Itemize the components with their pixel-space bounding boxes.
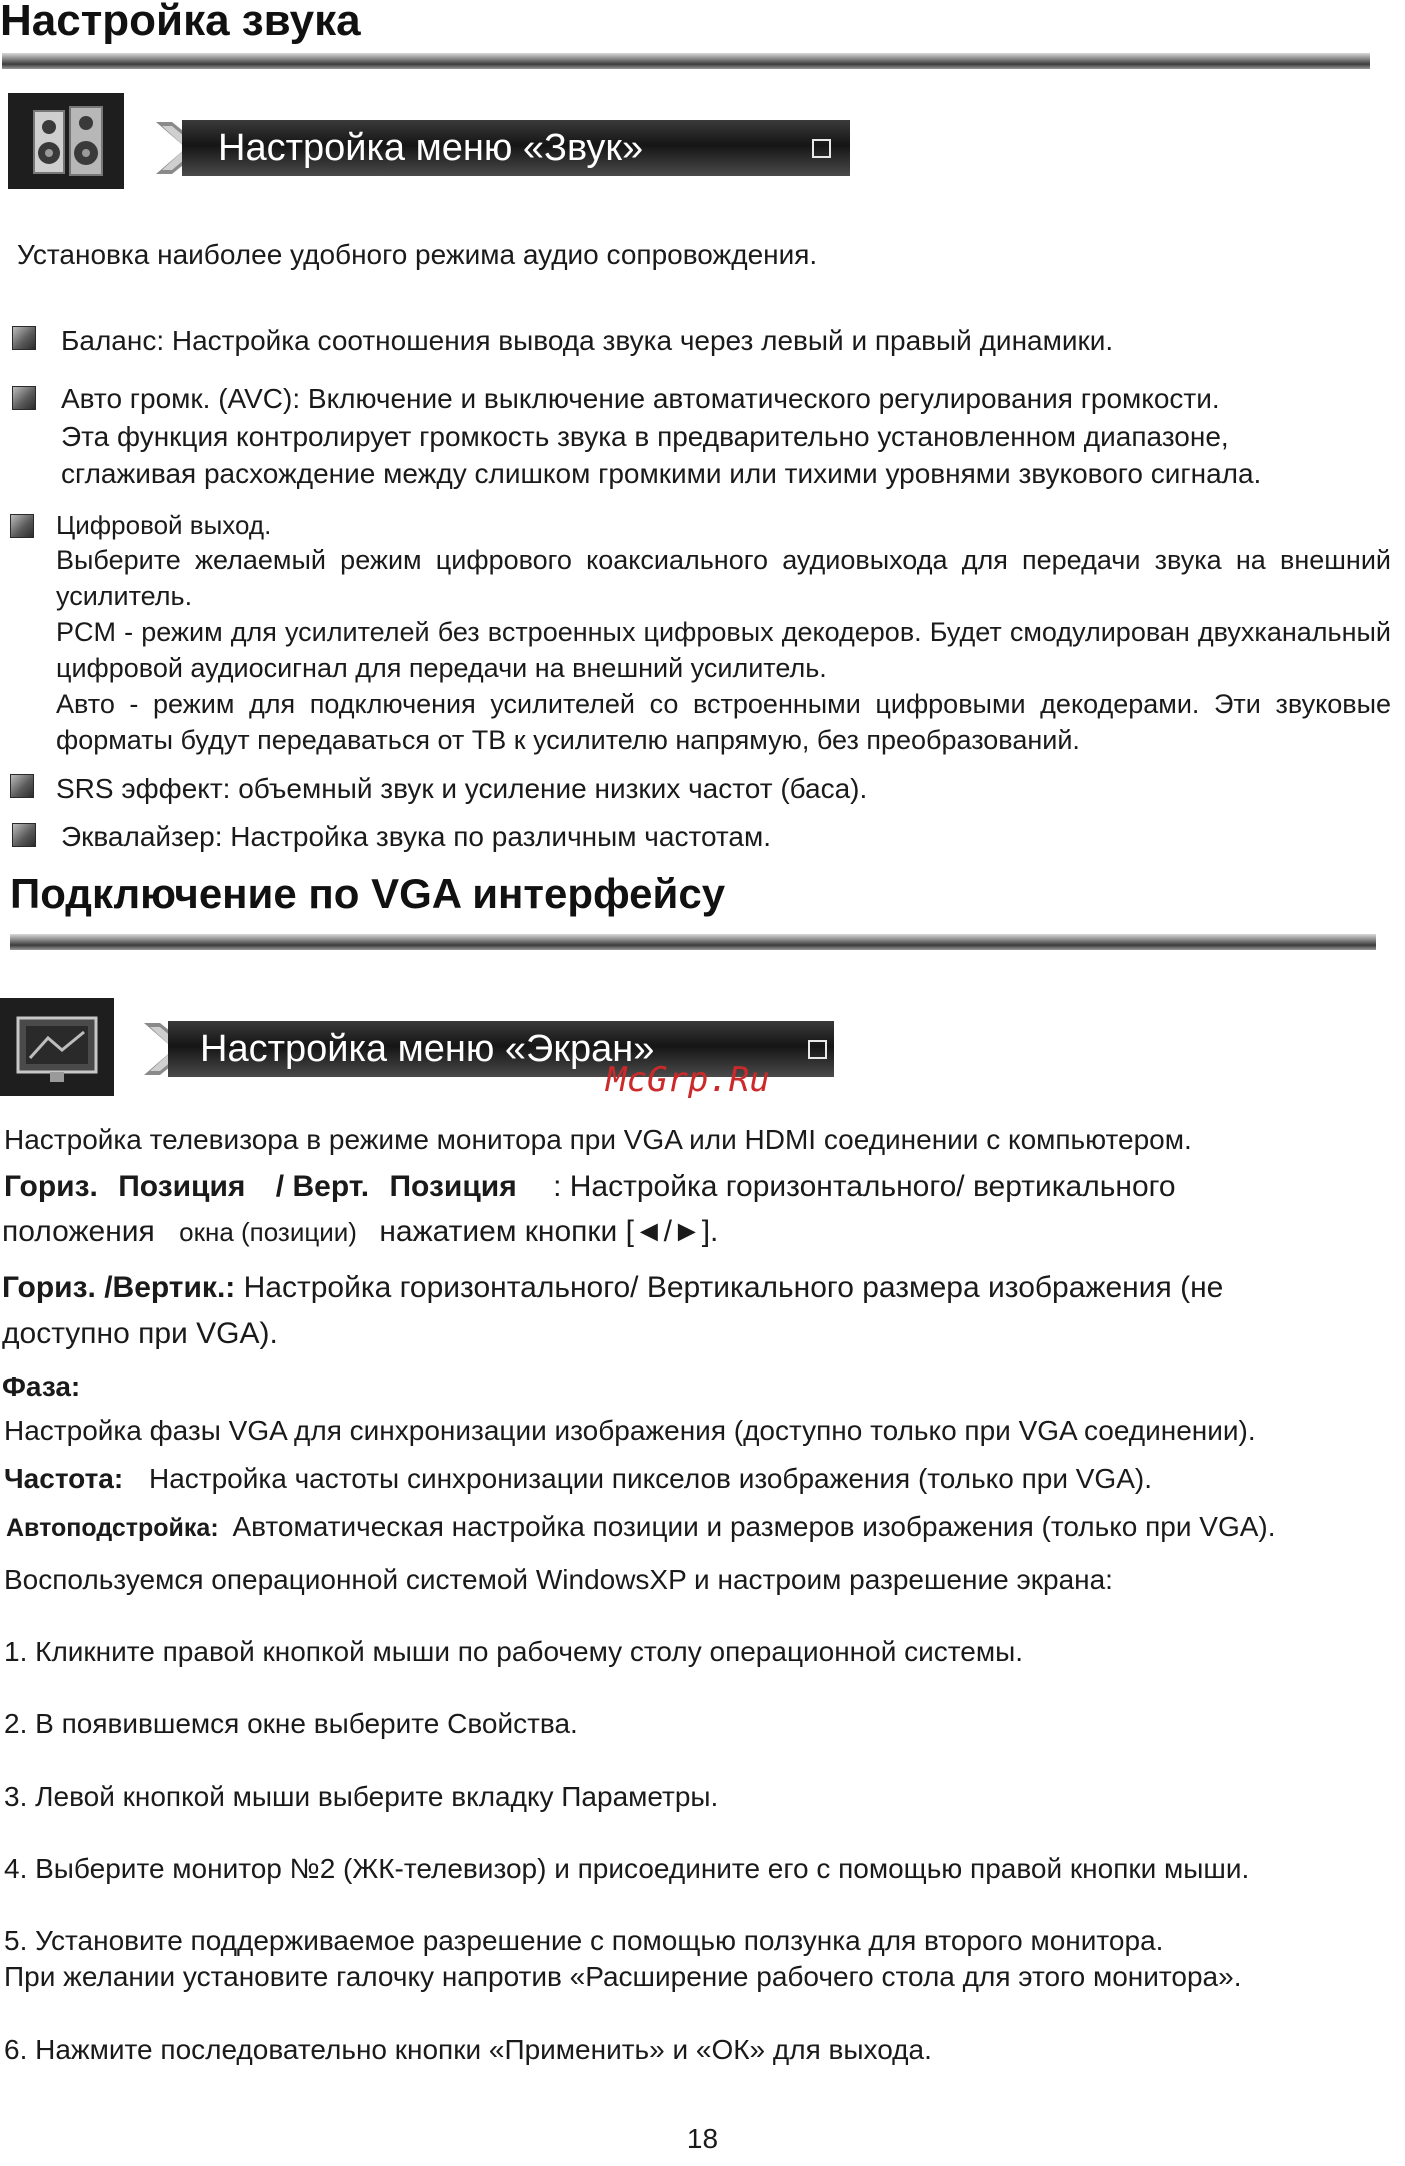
square-icon <box>808 1040 827 1059</box>
position-text: : Настройка горизонтального/ вертикального <box>553 1170 1176 1203</box>
phase-label: Фаза: <box>2 1371 81 1402</box>
bullet-square-icon <box>12 823 36 847</box>
avc-line-2: Эта функция контролирует громкость звука в предварительно установленном диапазоне, <box>61 421 1229 452</box>
size-label: Гориз. /Вертик.: <box>2 1271 236 1304</box>
bullet-square-icon <box>12 386 36 410</box>
autoadjust-text: Автоматическая настройка позиции и размеров изображения (только при VGA). <box>232 1511 1276 1542</box>
position-label-v: / Верт. <box>275 1170 370 1203</box>
windows-intro: Воспользуемся операционной системой WindowsXP и настроим разрешение экрана: <box>4 1564 1113 1595</box>
avc-line-1: Авто громк. (AVC): Включение и выключение автоматического регулирования громкости. <box>61 383 1220 414</box>
balance-term: Баланс: <box>61 325 165 356</box>
vga-section-title: Подключение по VGA интерфейсу <box>10 870 726 917</box>
section-divider <box>10 934 1376 950</box>
position-label-pos1: Позиция <box>118 1170 246 1203</box>
avc-line-3: сглаживая расхождение между слишком громкими или тихими уровнями звукового сигнала. <box>61 458 1262 489</box>
size-text: Настройка горизонтального/ Вертикального размера изображения (не <box>243 1271 1224 1304</box>
bullet-square-icon <box>12 326 36 350</box>
equalizer-text: Настройка звука по различным частотам. <box>230 821 772 852</box>
autoadjust-label: Автоподстройка: <box>6 1514 219 1542</box>
step-item: 2. В появившемся окне выберите Свойства. <box>4 1708 578 1739</box>
srs-item: SRS эффект: объемный звук и усиление низких частот (баса). <box>56 773 868 804</box>
phase-text: Настройка фазы VGA для синхронизации изображения (доступно только при VGA соединении). <box>4 1415 1256 1446</box>
bullet-square-icon <box>10 774 34 798</box>
autoadjust-line <box>6 1508 1276 1547</box>
bullet-square-icon <box>10 514 34 538</box>
screen-menu-banner-label: Настройка меню «Экран» <box>200 1028 655 1070</box>
size-line-2: доступно при VGA). <box>2 1317 278 1350</box>
digital-output-para-2: PCM - режим для усилителей без встроенных цифровых декодеров. Будет смодулирован двухканальный цифровой аудиосигнал для передачи на внешний усилитель. <box>56 617 1391 683</box>
balance-text: Настройка соотношения вывода звука через левый и правый динамики. <box>171 325 1114 356</box>
position-line-2 <box>2 1212 718 1252</box>
sound-menu-banner-label: Настройка меню «Звук» <box>218 127 644 169</box>
position-line2-b: окна (позиции) <box>179 1217 357 1247</box>
frequency-label: Частота: <box>4 1463 124 1494</box>
digital-output-para-1: Выберите желаемый режим цифрового коаксиального аудиовыхода для передачи звука на внешний усилитель. <box>56 545 1391 611</box>
section-divider <box>2 53 1370 69</box>
balance-item <box>61 322 1113 359</box>
step-item: 6. Нажмите последовательно кнопки «Применить» и «ОК» для выхода. <box>4 2034 932 2065</box>
sound-section-title: Настройка звука <box>0 0 361 45</box>
monitor-icon <box>0 998 114 1096</box>
watermark: McGrp.Ru <box>606 1060 770 1100</box>
step-item-continuation: При желании установите галочку напротив «Расширение рабочего стола для этого монитора». <box>4 1961 1242 1992</box>
vga-intro: Настройка телевизора в режиме монитора при VGA или HDMI соединении с компьютером. <box>4 1124 1192 1155</box>
digital-output-para-3: Авто - режим для подключения усилителей со встроенными цифровыми декодерами. Эти звуковые форматы будут передаваться от ТВ к усилителю напрямую, без преобразований. <box>56 689 1391 755</box>
position-line2-a: положения <box>2 1215 155 1248</box>
position-label-h: Гориз. <box>4 1170 98 1203</box>
sound-menu-banner <box>156 120 850 176</box>
position-line2-c: нажатием кнопки [◄/►]. <box>379 1215 719 1248</box>
frequency-line <box>4 1460 1152 1497</box>
equalizer-term: Эквалайзер: <box>61 821 223 852</box>
size-line-1 <box>2 1268 1223 1308</box>
square-icon <box>812 139 831 158</box>
digital-output-title: Цифровой выход. <box>56 510 272 540</box>
step-item: 3. Левой кнопкой мыши выберите вкладку Параметры. <box>4 1781 719 1812</box>
position-label-pos2: Позиция <box>389 1170 517 1203</box>
page-number: 18 <box>686 2123 719 2154</box>
equalizer-item <box>61 818 771 855</box>
step-item: 4. Выберите монитор №2 (ЖК-телевизор) и присоедините его с помощью правой кнопки мыши. <box>4 1853 1250 1884</box>
step-item: 5. Установите поддерживаемое разрешение с помощью ползунка для второго монитора. <box>4 1925 1164 1956</box>
position-line-1 <box>4 1167 1176 1207</box>
speakers-icon <box>8 93 124 189</box>
step-item: 1. Кликните правой кнопкой мыши по рабочему столу операционной системы. <box>4 1636 1023 1667</box>
frequency-text: Настройка частоты синхронизации пикселов изображения (только при VGA). <box>148 1463 1152 1494</box>
sound-intro: Установка наиболее удобного режима аудио сопровождения. <box>17 239 818 270</box>
